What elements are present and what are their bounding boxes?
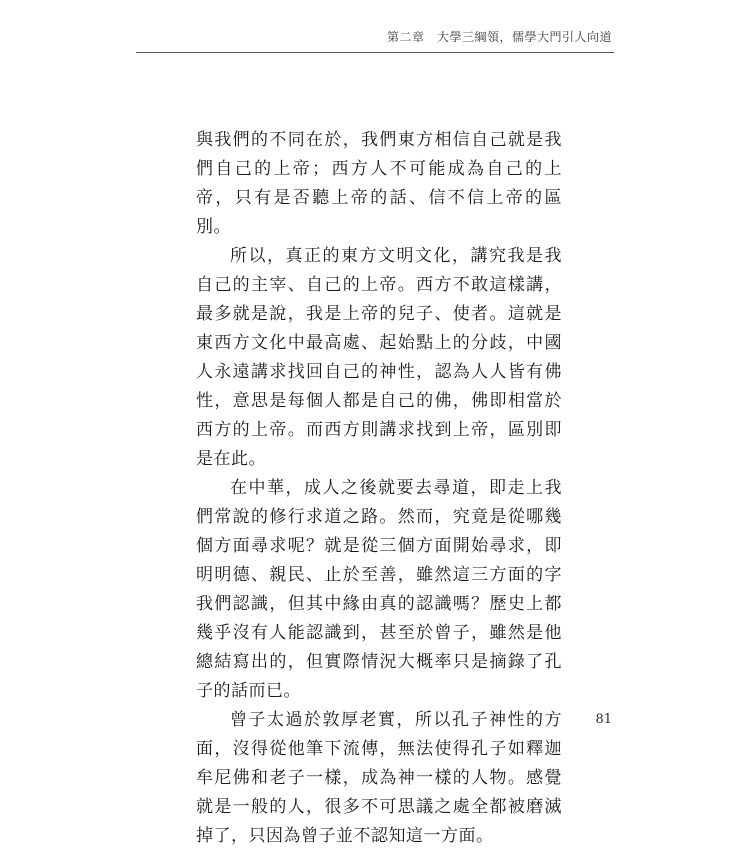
running-header: 第二章 大學三綱領，儒學大門引人向道 xyxy=(386,30,612,44)
paragraph: 與我們的不同在於，我們東方相信自己就是我們自己的上帝；西方人不可能成為自己的上帝，只有是否聽上帝的話、信不信上帝的區別。 xyxy=(196,130,562,237)
body-text xyxy=(196,126,562,851)
paragraph: 曾子太過於敦厚老實，所以孔子神性的方面，沒得從他筆下流傳，無法使得孔子如釋迦牟尼佛和老子一樣，成為神一樣的人物。感覺就是一般的人，很多不可思議之處全都被磨滅掉了，只因為曾子並不認知這一方面。 xyxy=(196,710,562,846)
header-divider xyxy=(136,52,614,53)
page-number: 81 xyxy=(595,712,612,727)
paragraph: 在中華，成人之後就要去尋道，即走上我們常說的修行求道之路。然而，究竟是從哪幾個方面尋求呢？就是從三個方面開始尋求，即明明德、親民、止於至善，雖然這三方面的字我們認識，但其中緣由真的認識嗎？歷史上都幾乎沒有人能認識到，甚至於曾子，雖然是他總結寫出的，但實際情況大概率只是摘錄了孔子的話而已。 xyxy=(196,478,562,701)
paragraph: 所以，真正的東方文明文化，講究我是我自己的主宰、自己的上帝。西方不敢這樣講，最多就是說，我是上帝的兒子、使者。這就是東西方文化中最高處、起始點上的分歧，中國人永遠講求找回自己的神性，認為人人皆有佛性，意思是每個人都是自己的佛，佛即相當於西方的上帝。而西方則講求找到上帝，區別即是在此。 xyxy=(196,246,562,469)
